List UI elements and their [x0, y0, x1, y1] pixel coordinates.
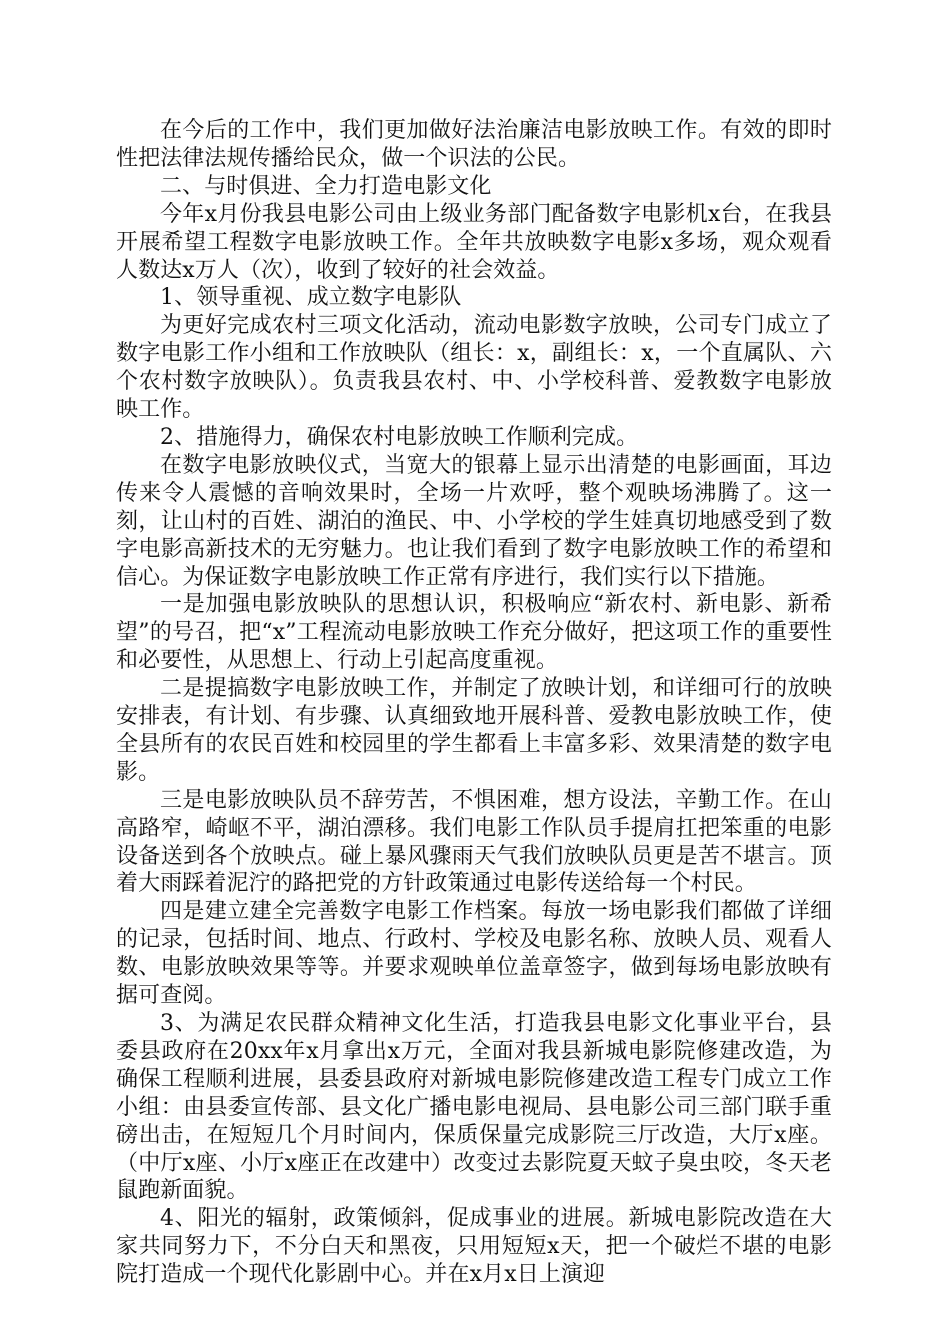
subheading-digital-film-team: 1、领导重视、成立数字电影队 [160, 285, 462, 311]
paragraph-policy-support: 4、阳光的辐射，政策倾斜，促成事业的进展。新城电影院改造在大家共同努力下，不分白天和黑夜，只用短短x天，把一个破烂不堪的电影院打造成一个现代化影剧中心。并在x月x日上演迎 [116, 1206, 832, 1288]
paragraph-measure-three: 三是电影放映队员不辞劳苦，不惧困难，想方设法，辛勤工作。在山高路窄，崎岖不平，湖泊漂移。我们电影工作队员手提肩扛把笨重的电影设备送到各个放映点。碰上暴风骤雨天气我们放映队员更是苦不堪言。顶着大雨踩着泥泞的路把党的方针政策通过电影传送给每一个村民。 [116, 787, 832, 897]
paragraph-measure-two: 二是提搞数字电影放映工作，并制定了放映计划，和详细可行的放映安排表，有计划、有步骤、认真细致地开展科普、爱教电影放映工作，使全县所有的农民百姓和校园里的学生都看上丰富多彩、效果清楚的数字电影。 [116, 676, 832, 785]
paragraph-measure-four: 四是建立建全完善数字电影工作档案。每放一场电影我们都做了详细的记录，包括时间、地点、行政村、学校及电影名称、放映人员、观看人数、电影放映效果等等。并要求观映单位盖章签字，做到每场电影放映有据可查阅。 [116, 899, 832, 1009]
paragraph-measure-one: 一是加强电影放映队的思想认识，积极响应“新农村、新电影、新希望”的号召，把“x”工程流动电影放映工作充分做好，把这项工作的重要性和必要性，从思想上、行动上引起高度重视。 [116, 592, 832, 674]
paragraph-screening-ceremony: 在数字电影放映仪式，当宽大的银幕上显示出清楚的电影画面，耳边传来令人震憾的音响效果时，全场一片欢呼，整个观映场沸腾了。这一刻，让山村的百姓、湖泊的渔民、中、小学校的学生娃真切地感受到了数字电影高新技术的无穷魅力。也让我们看到了数字电影放映工作的希望和信心。为保证数字电影放映工作正常有序进行，我们实行以下措施。 [116, 452, 832, 590]
paragraph-team-setup: 为更好完成农村三项文化活动，流动电影数字放映，公司专门成立了数字电影工作小组和工作放映队（组长：x，副组长：x，一个直属队、六个农村数字放映队）。负责我县农村、中、小学校科普、爱教数字电影放映工作。 [116, 313, 832, 423]
paragraph-legal-screening: 在今后的工作中，我们更加做好法治廉洁电影放映工作。有效的即时性把法律法规传播给民众，做一个识法的公民。 [116, 118, 832, 171]
paragraph-cinema-renovation: 3、为满足农民群众精神文化生活，打造我县电影文化事业平台，县委县政府在20xx年x月拿出x万元，全面对我县新城电影院修建改造，为确保工程顺利进展，县委县政府对新城电影院修建改造工程专门成立工作小组：由县委宣传部、县文化广播电影电视局、县电影公司三部门联手重磅出击，在短短几个月时间内，保质保量完成影院三厅改造，大厅x座。（中厅x座、小厅x座正在改建中）改变过去影院夏天蚊子臭虫咬，冬天老鼠跑新面貌。 [116, 1011, 832, 1204]
subheading-measures: 2、措施得力，确保农村电影放映工作顺利完成。 [160, 424, 639, 450]
document-body [116, 117, 832, 1289]
paragraph-digital-projectors: 今年x月份我县电影公司由上级业务部门配备数字电影机x台，在我县开展希望工程数字电影放映工作。全年共放映数字电影x多场，观众观看人数达x万人（次），收到了较好的社会效益。 [116, 201, 832, 283]
section-heading-film-culture: 二、与时俱进、全力打造电影文化 [160, 173, 492, 199]
